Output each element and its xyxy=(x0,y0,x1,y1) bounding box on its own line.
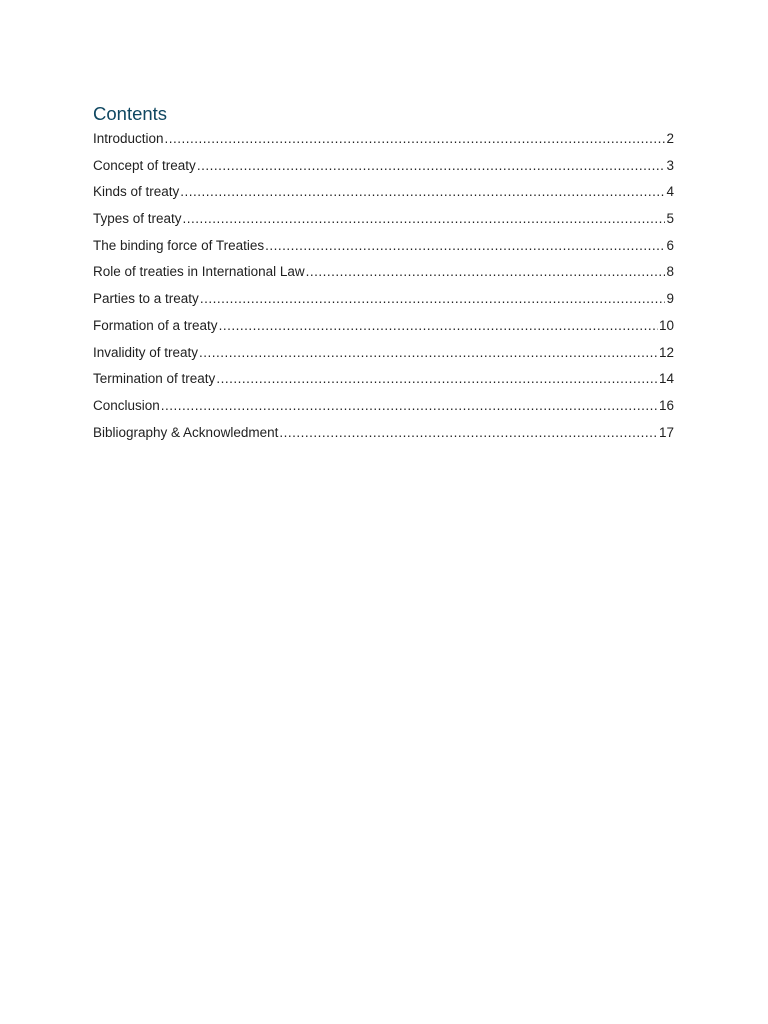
toc-entry[interactable] xyxy=(93,130,674,157)
toc-entry-label: Invalidity of treaty xyxy=(93,344,199,360)
toc-entry-label: Concept of treaty xyxy=(93,157,196,173)
toc-dot-leader xyxy=(165,130,666,148)
toc-entry-page: 4 xyxy=(666,184,674,200)
toc-entry[interactable] xyxy=(93,397,674,424)
toc-entry[interactable] xyxy=(93,157,674,184)
toc-entry-label: Types of treaty xyxy=(93,211,182,227)
toc-entry[interactable] xyxy=(93,344,674,371)
toc-dot-leader xyxy=(183,210,666,228)
toc-entry-label: Formation of a treaty xyxy=(93,317,218,333)
toc-entry-page: 14 xyxy=(658,371,674,387)
toc-dot-leader xyxy=(265,237,665,255)
toc-dot-leader xyxy=(161,397,658,415)
toc-entry-page: 17 xyxy=(658,424,674,440)
toc-dot-leader xyxy=(180,183,665,201)
toc-entry-page: 9 xyxy=(666,291,674,307)
toc-entry[interactable] xyxy=(93,210,674,237)
toc-heading: Contents xyxy=(93,103,168,124)
toc-dot-leader xyxy=(197,157,666,175)
toc-entry[interactable] xyxy=(93,290,674,317)
toc-entry[interactable] xyxy=(93,237,674,264)
toc-entry-page: 6 xyxy=(666,237,674,253)
toc-entry-label: Role of treaties in International Law xyxy=(93,264,305,280)
table-of-contents xyxy=(93,102,674,450)
toc-entry-label: Bibliography & Acknowledment xyxy=(93,424,279,440)
toc-entry-page: 2 xyxy=(666,131,674,146)
toc-entry-page: 5 xyxy=(666,211,674,227)
toc-entry[interactable] xyxy=(93,370,674,397)
toc-entry-label: Conclusion xyxy=(93,397,160,413)
toc-entry-page: 10 xyxy=(658,317,674,333)
toc-entry-label: Termination of treaty xyxy=(93,371,216,387)
toc-entry-label: Kinds of treaty xyxy=(93,184,180,200)
toc-entry-page: 12 xyxy=(658,344,674,360)
toc-dot-leader xyxy=(200,290,666,308)
toc-entry[interactable] xyxy=(93,183,674,210)
toc-entry[interactable] xyxy=(93,317,674,344)
toc-entry-label: The binding force of Treaties xyxy=(93,237,265,253)
toc-dot-leader xyxy=(279,424,658,442)
toc-list xyxy=(93,130,674,450)
toc-dot-leader xyxy=(306,263,666,281)
toc-entry[interactable] xyxy=(93,263,674,290)
toc-dot-leader xyxy=(199,344,658,362)
toc-entry-page: 3 xyxy=(666,157,674,173)
toc-dot-leader xyxy=(219,317,658,335)
toc-entry-label: Introduction xyxy=(93,131,164,146)
toc-entry-page: 8 xyxy=(666,264,674,280)
toc-dot-leader xyxy=(216,370,658,388)
toc-entry-label: Parties to a treaty xyxy=(93,291,199,307)
toc-entry-page: 16 xyxy=(658,397,674,413)
toc-entry[interactable] xyxy=(93,424,674,451)
